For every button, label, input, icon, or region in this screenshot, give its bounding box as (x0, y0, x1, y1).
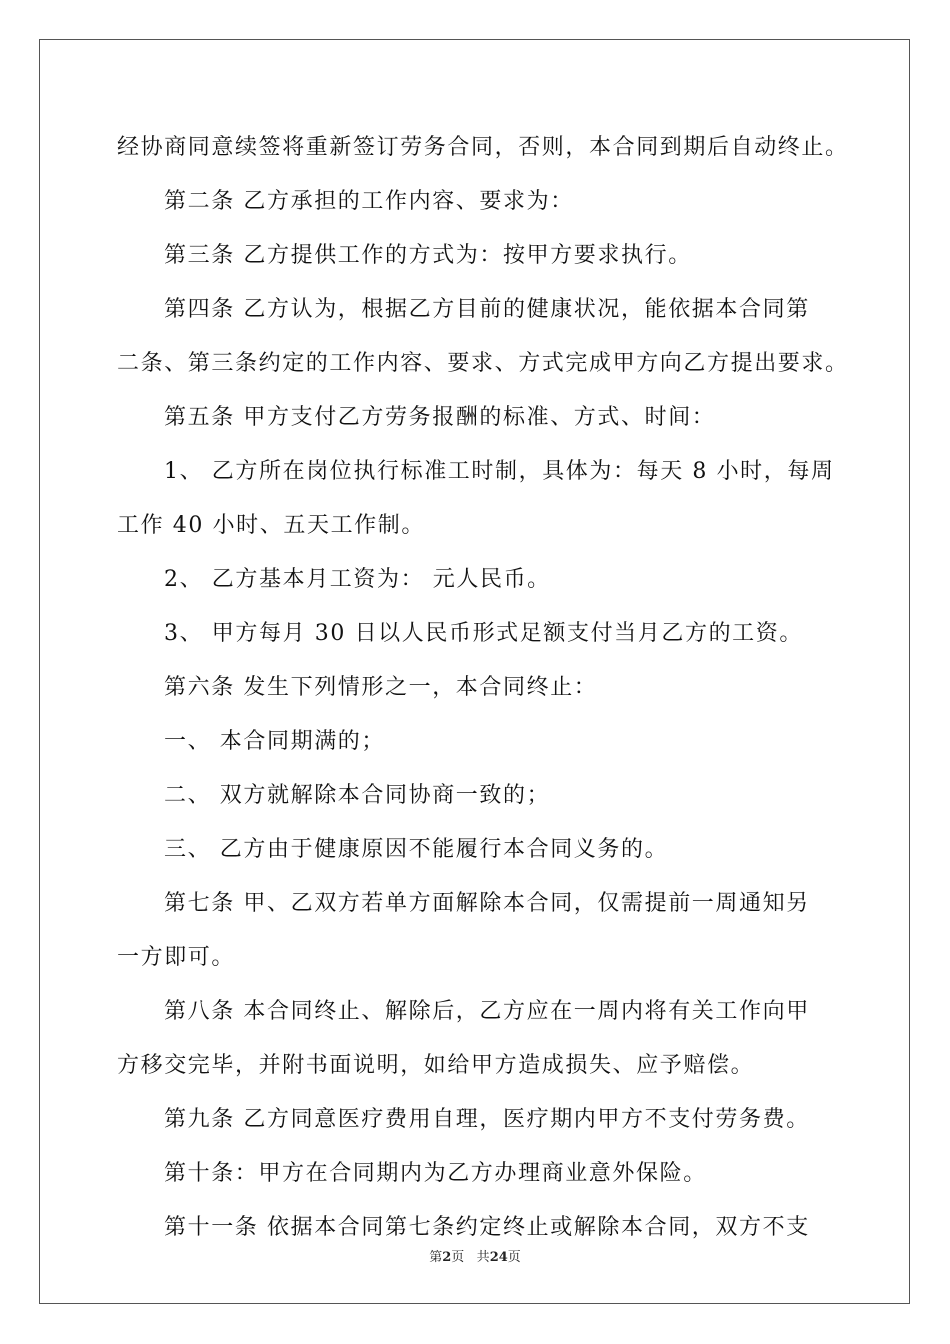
document-line: 第五条 甲方支付乙方劳务报酬的标准、方式、时间： (164, 405, 716, 430)
document-line: 一、 本合同期满的； (164, 729, 385, 754)
page-prefix: 第 (429, 1250, 443, 1265)
document-line: 方移交完毕，并附书面说明，如给甲方造成损失、应予赔偿。 (117, 1053, 755, 1078)
total-prefix: 共 (476, 1250, 490, 1265)
document-line: 1、 乙方所在岗位执行标准工时制，具体为：每天 8 小时，每周 (164, 459, 835, 484)
document-line: 第九条 乙方同意医疗费用自理，医疗期内甲方不支付劳务费。 (164, 1107, 810, 1132)
document-body (117, 128, 849, 1262)
page-number: 2 (442, 1250, 452, 1265)
document-line: 第二条 乙方承担的工作内容、要求为： (164, 189, 574, 214)
document-line: 工作 40 小时、五天工作制。 (117, 513, 425, 538)
document-line: 一方即可。 (117, 945, 236, 970)
document-line: 2、 乙方基本月工资为： 元人民币。 (164, 567, 551, 592)
document-line: 3、 甲方每月 30 日以人民币形式足额支付当月乙方的工资。 (164, 621, 803, 646)
document-line: 第四条 乙方认为，根据乙方目前的健康状况，能依据本合同第 (164, 297, 810, 322)
document-line: 经协商同意续签将重新签订劳务合同，否则，本合同到期后自动终止。 (117, 135, 849, 160)
document-line: 第十一条 依据本合同第七条约定终止或解除本合同，双方不支 (164, 1215, 810, 1240)
document-line: 二条、第三条约定的工作内容、要求、方式完成甲方向乙方提出要求。 (117, 351, 849, 376)
document-line: 第六条 发生下列情形之一，本合同终止： (164, 675, 598, 700)
page-suffix: 页 (451, 1250, 465, 1265)
page-footer (0, 1246, 950, 1265)
document-line: 第三条 乙方提供工作的方式为：按甲方要求执行。 (164, 243, 692, 268)
document-line: 第八条 本合同终止、解除后，乙方应在一周内将有关工作向甲 (164, 999, 810, 1024)
document-line: 二、 双方就解除本合同协商一致的； (164, 783, 551, 808)
total-suffix: 页 (507, 1250, 521, 1265)
document-line: 三、 乙方由于健康原因不能履行本合同义务的。 (164, 837, 669, 862)
document-line: 第七条 甲、乙双方若单方面解除本合同，仅需提前一周通知另 (164, 891, 810, 916)
document-line: 第十条：甲方在合同期内为乙方办理商业意外保险。 (164, 1161, 707, 1186)
total-pages: 24 (489, 1250, 508, 1265)
